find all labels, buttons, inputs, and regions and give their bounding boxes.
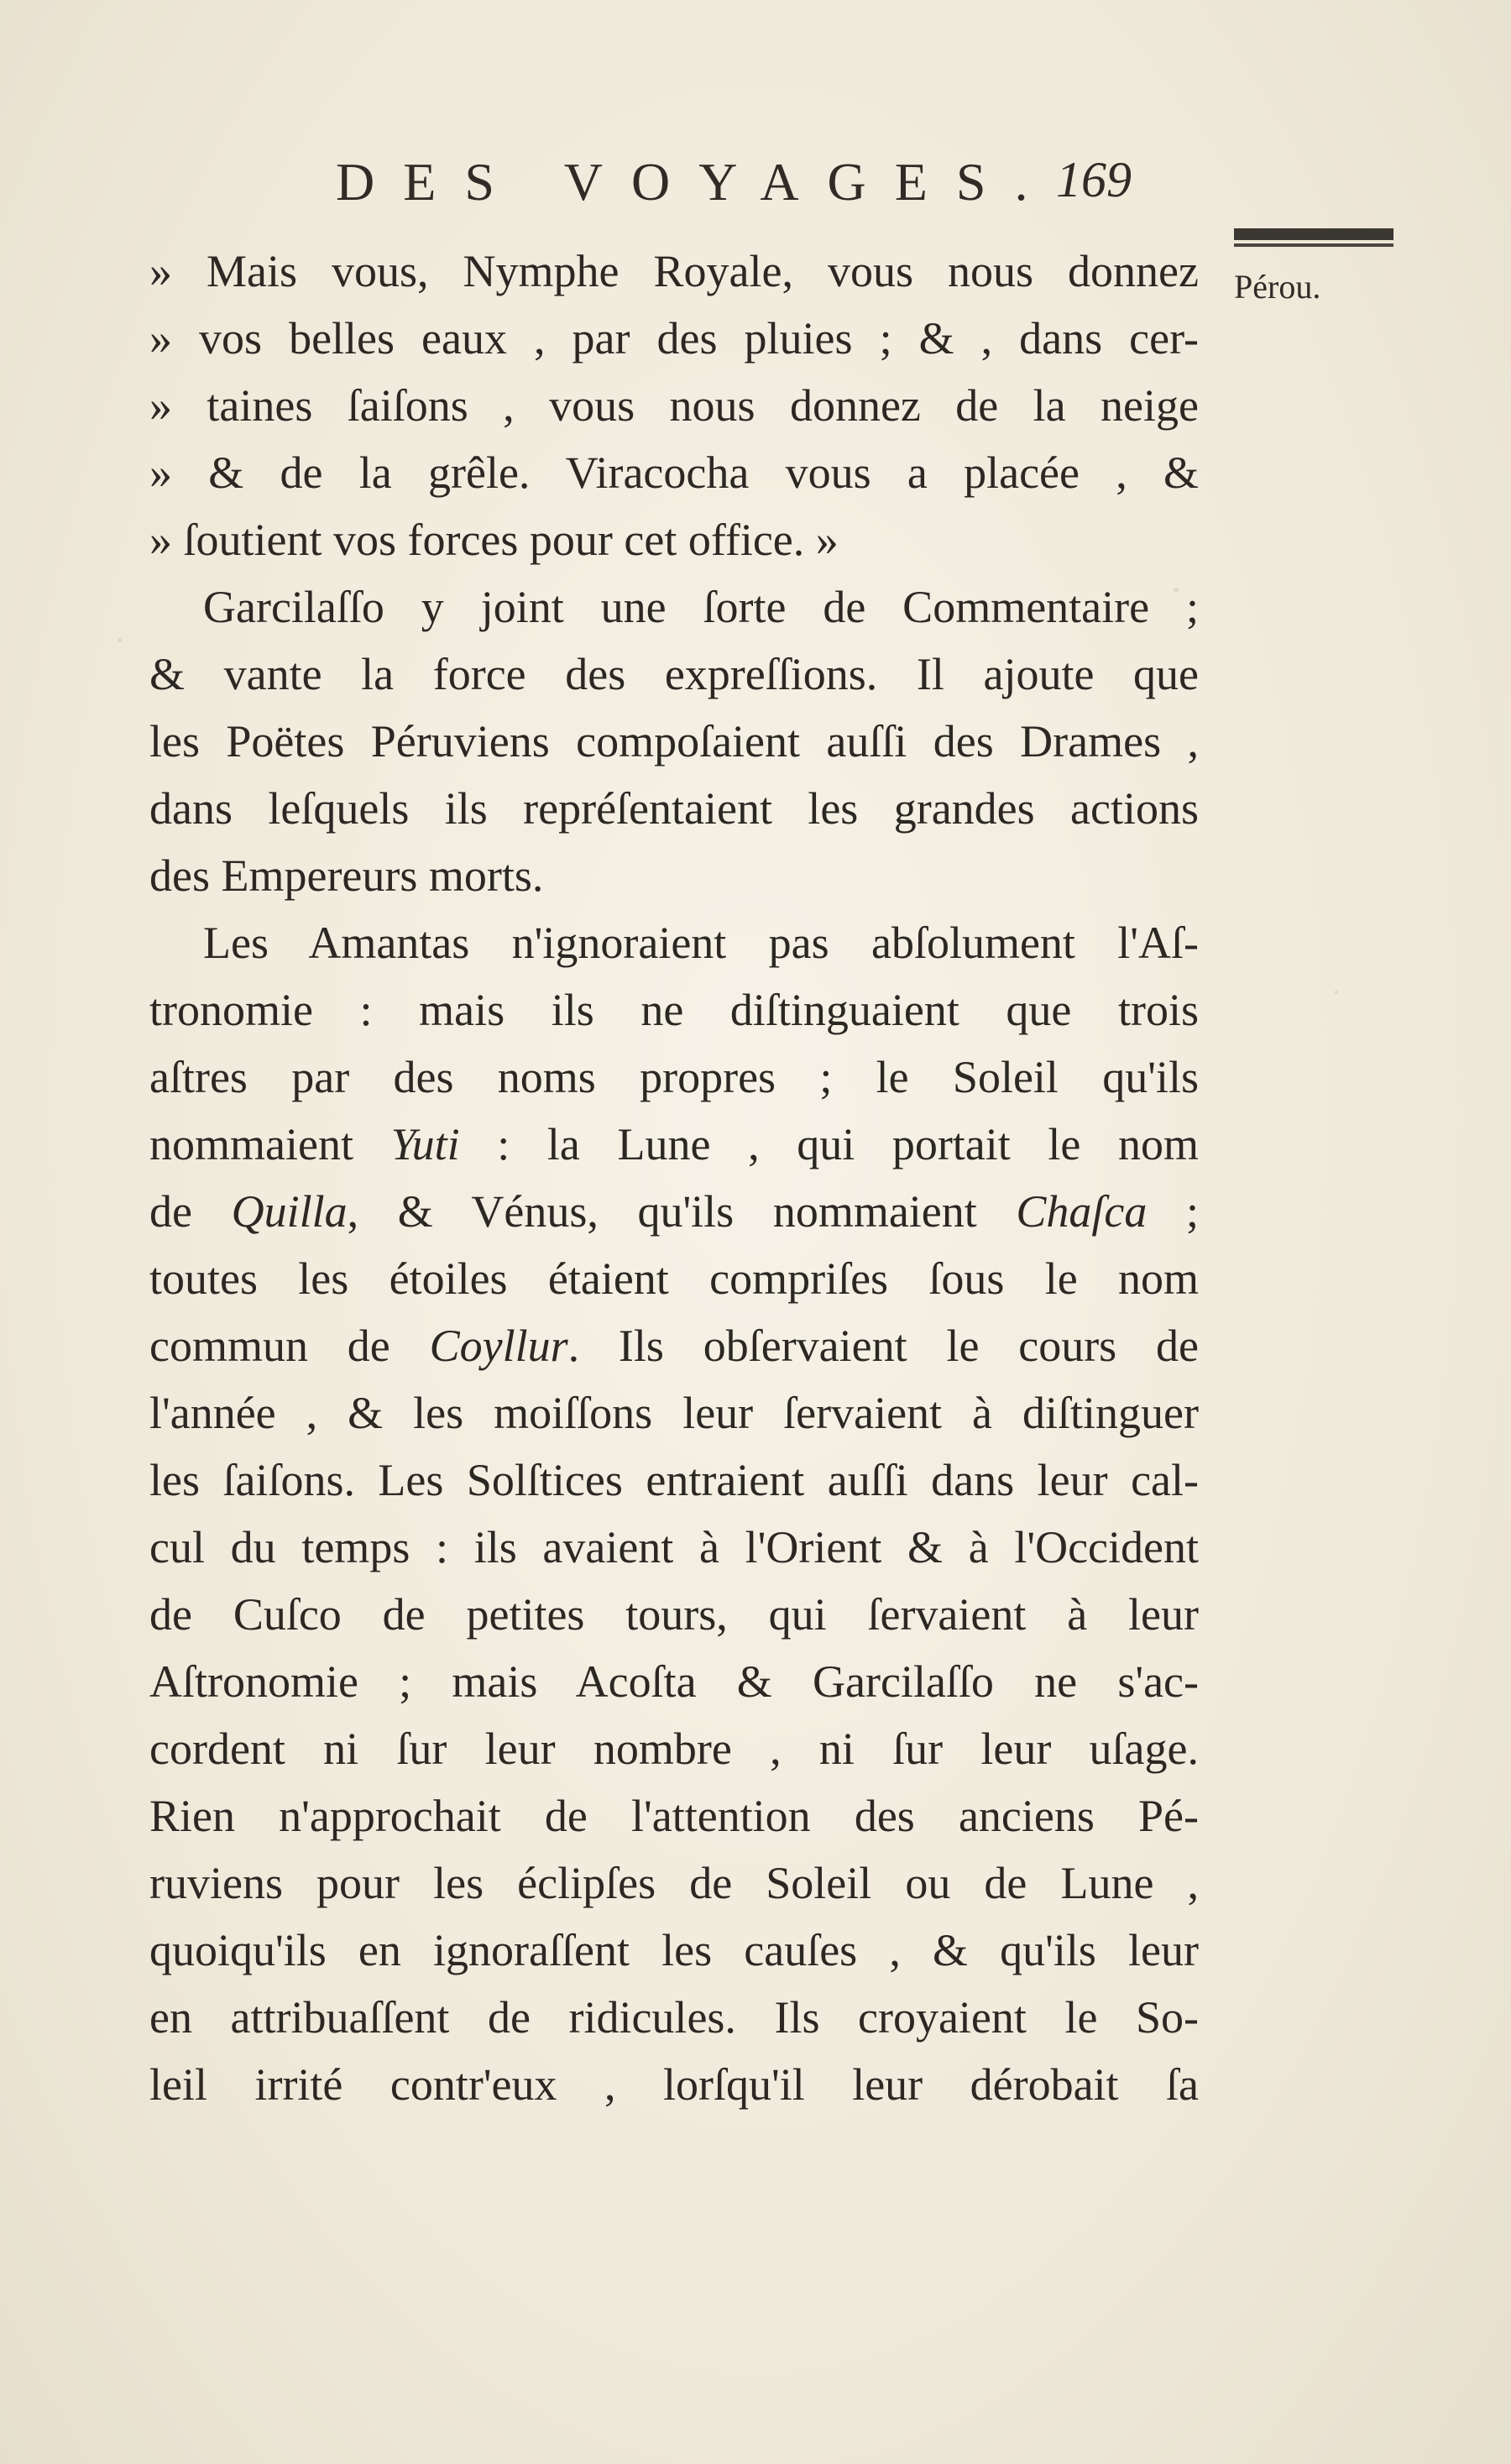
text-segment: tronomie : mais ils ne diſtinguaient que trois (149, 985, 1199, 1035)
text-segment: Coyllur (429, 1321, 568, 1371)
text-segment: » & de la grêle. Viracocha vous a placée , & (149, 447, 1199, 498)
text-line (149, 1111, 1199, 1178)
text-segment: : la Lune , qui portait le nom (459, 1119, 1199, 1169)
text-segment: de Cuſco de petites tours, qui ſervaient à leur (149, 1589, 1199, 1640)
text-line (149, 1514, 1199, 1581)
text-segment: commun de (149, 1321, 430, 1371)
text-segment: les ſaiſons. Les Solſtices entraient auſſi dans leur cal- (149, 1455, 1199, 1505)
body-text (149, 238, 1199, 2118)
text-line (149, 573, 1199, 641)
text-segment: » Mais vous, Nymphe Royale, vous nous donnez (149, 246, 1199, 296)
text-line (149, 1648, 1199, 1715)
text-segment: des Empereurs morts. (149, 850, 544, 901)
text-segment: les Poëtes Péruviens compoſaient auſſi des Drames , (149, 716, 1199, 766)
text-segment: Chaſca (1016, 1186, 1148, 1237)
paper-spot (118, 638, 122, 642)
running-title: DES VOYAGES. (336, 152, 1057, 212)
text-line (149, 1245, 1199, 1312)
text-line (149, 2051, 1199, 2118)
text-segment: ruviens pour les éclipſes de Soleil ou de Lune , (149, 1858, 1199, 1908)
text-line (149, 305, 1199, 372)
text-segment: » ſoutient vos forces pour cet office. » (149, 515, 839, 565)
text-line (149, 238, 1199, 305)
text-segment: Yuti (390, 1119, 460, 1169)
text-segment: Rien n'approchait de l'attention des anciens Pé- (149, 1791, 1199, 1841)
text-segment: toutes les étoiles étaient compriſes ſous le nom (149, 1253, 1199, 1304)
text-segment: cul du temps : ils avaient à l'Orient & à l'Occident (149, 1522, 1199, 1572)
text-segment: l'année , & les moiſſons leur ſervaient à diſtinguer (149, 1388, 1199, 1438)
text-line (149, 1312, 1199, 1379)
text-line (149, 1379, 1199, 1446)
text-line (149, 439, 1199, 506)
text-line (149, 775, 1199, 842)
text-segment: Quilla (231, 1186, 348, 1237)
paper-spot (1335, 991, 1338, 994)
text-segment: Garcilaſſo y joint une ſorte de Commentaire ; (203, 582, 1199, 632)
text-segment: , & Vénus, qu'ils nommaient (347, 1186, 1017, 1237)
text-segment: de (149, 1186, 232, 1237)
text-line (149, 1715, 1199, 1782)
text-segment: nommaient (149, 1119, 391, 1169)
text-line (149, 506, 1199, 573)
text-line (149, 1917, 1199, 1984)
text-line (149, 1178, 1199, 1245)
text-line (149, 1782, 1199, 1849)
text-line (149, 1984, 1199, 2051)
page-number: 169 (1056, 152, 1132, 207)
text-segment: Les Amantas n'ignoraient pas abſolument l'Aſ- (203, 918, 1199, 968)
text-segment: aſtres par des noms propres ; le Soleil qu'ils (149, 1052, 1199, 1102)
text-segment: . Ils obſervaient le cours de (567, 1321, 1199, 1371)
text-line (149, 842, 1199, 909)
margin-rule (1234, 228, 1393, 240)
text-segment: en attribuaſſent de ridicules. Ils croyaient le So- (149, 1992, 1199, 2043)
text-line (149, 1581, 1199, 1648)
text-line (149, 976, 1199, 1044)
text-segment: & vante la force des expreſſions. Il ajoute que (149, 649, 1199, 699)
text-line (149, 1849, 1199, 1917)
text-segment: » taines ſaiſons , vous nous donnez de la neige (149, 380, 1199, 431)
text-segment: dans leſquels ils repréſentaient les grandes actions (149, 783, 1199, 834)
text-segment: leil irrité contr'eux , lorſqu'il leur dérobait ſa (149, 2059, 1199, 2110)
text-line (149, 1044, 1199, 1111)
text-line (149, 372, 1199, 439)
text-segment: ; (1147, 1186, 1199, 1237)
text-line (149, 1446, 1199, 1514)
text-line (149, 708, 1199, 775)
page-header (0, 151, 1511, 227)
text-segment: cordent ni ſur leur nombre , ni ſur leur uſage. (149, 1724, 1199, 1774)
text-segment: » vos belles eaux , par des pluies ; & , dans cer- (149, 313, 1199, 364)
margin-note: Pérou. (1234, 268, 1321, 306)
text-line (149, 641, 1199, 708)
text-line (149, 909, 1199, 976)
text-segment: Aſtronomie ; mais Acoſta & Garcilaſſo ne s'ac- (149, 1656, 1199, 1707)
text-segment: quoiqu'ils en ignoraſſent les cauſes , & qu'ils leur (149, 1925, 1199, 1975)
